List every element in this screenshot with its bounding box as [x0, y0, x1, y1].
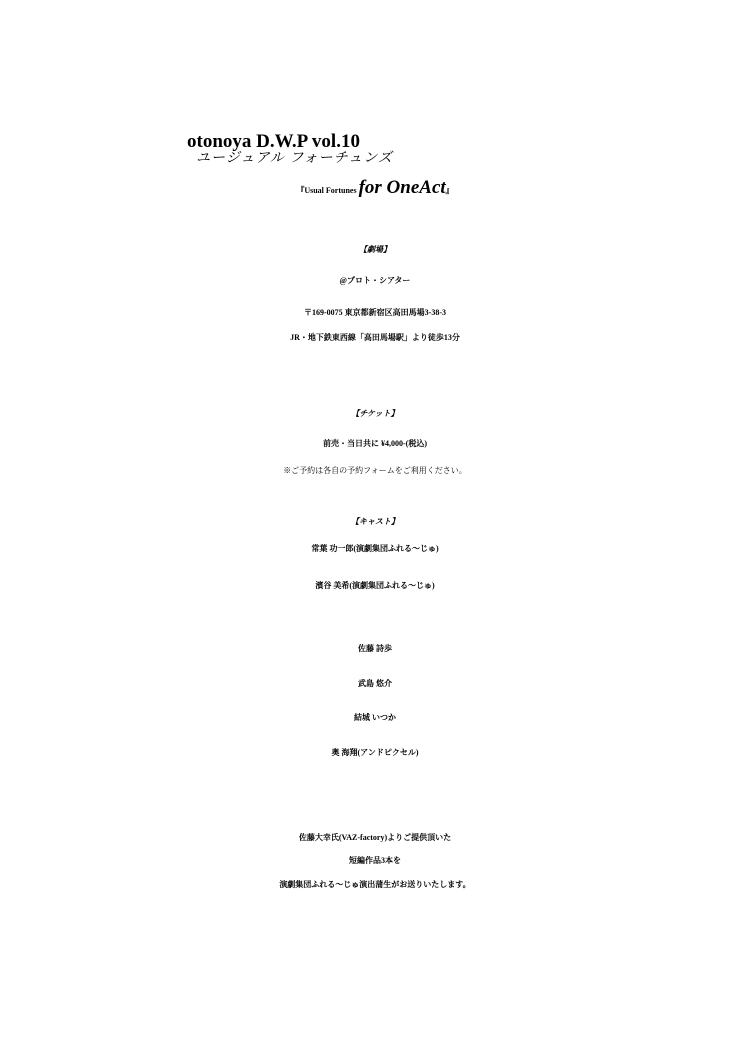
title-ruby: ユージュアル フォーチュンズ [196, 151, 393, 166]
title-open-bracket: 『 [296, 186, 305, 195]
venue-name: @プロト・シアター [339, 276, 411, 285]
cast-heading: 【キャスト】 [351, 517, 399, 526]
title-subtitle: for OneAct [358, 177, 446, 198]
cast-member: 結城 いつか [354, 713, 396, 722]
venue-heading: 【劇場】 [359, 245, 391, 254]
cast-member: 常葉 功一郎(演劇集団ふれる〜じゅ) [311, 544, 439, 553]
title-close-bracket: 』 [445, 186, 454, 195]
title-main: Usual Fortunes [304, 186, 357, 195]
footer-line: 演劇集団ふれる〜じゅ演出蒲生がお送りいたします。 [279, 880, 471, 889]
page-title [0, 178, 750, 197]
ticket-price: 前売・当日共に ¥4,000-(税込) [323, 439, 427, 448]
ticket-heading: 【チケット】 [351, 409, 399, 418]
cast-member: 佐藤 詩歩 [358, 644, 392, 653]
venue-address: 〒169-0075 東京都新宿区高田馬場3-38-3 [304, 308, 446, 317]
ticket-note: ※ご予約は各自の予約フォームをご利用ください。 [283, 466, 467, 475]
cast-member: 武島 悠介 [358, 679, 392, 688]
series-label: otonoya D.W.P vol.10 [187, 131, 360, 152]
venue-access: JR・地下鉄東西線「高田馬場駅」より徒歩13分 [290, 333, 460, 342]
footer-line: 佐藤大幸氏(VAZ-factory)よりご提供頂いた [298, 833, 452, 842]
footer-line: 短編作品3本を [349, 856, 401, 865]
cast-member: 奥 海翔(アンドピクセル) [331, 748, 419, 757]
cast-member: 濱谷 美希(演劇集団ふれる〜じゅ) [315, 581, 435, 590]
